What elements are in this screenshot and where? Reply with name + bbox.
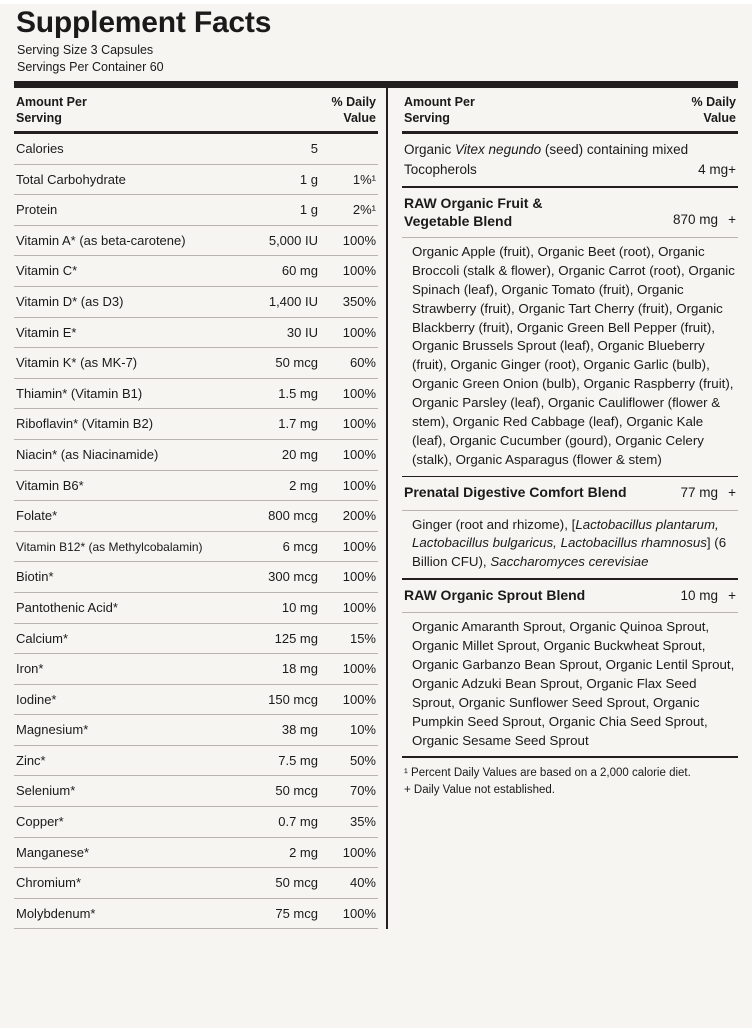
nutrient-name: Vitamin B12* (as Methylcobalamin)	[16, 539, 203, 554]
nutrient-name: Magnesium*	[16, 722, 89, 738]
nutrient-name: Molybdenum*	[16, 905, 96, 921]
nutrient-name: Riboflavin* (Vitamin B2)	[16, 416, 154, 432]
right-amount-header-line2: Serving	[404, 111, 450, 125]
servings-per-container: Servings Per Container 60	[17, 59, 164, 74]
right-column	[386, 88, 738, 929]
left-dv-header-line2: Value	[343, 111, 376, 125]
right-dv-header-line2: Value	[703, 111, 736, 125]
page-title: Supplement Facts	[16, 6, 272, 39]
nutrient-amount: 150 mcg	[268, 691, 318, 707]
nutrient-name: Calcium*	[16, 630, 69, 646]
left-amount-header-line2: Serving	[16, 111, 62, 125]
nutrient-dv: 15%	[349, 630, 376, 646]
vitex-dv: +	[728, 161, 736, 177]
serving-size: Serving Size 3 Capsules	[17, 43, 154, 57]
nutrient-dv: 100%	[342, 416, 376, 432]
nutrient-dv: 350%	[342, 293, 376, 309]
digestive-ing-italic2: Saccharomyces cerevisiae	[490, 554, 649, 570]
footnote-2: + Daily Value not established.	[404, 783, 555, 796]
nutrient-dv: 70%	[349, 783, 376, 799]
table-row	[14, 471, 378, 501]
nutrient-name: Vitamin B6*	[16, 477, 84, 493]
nutrient-amount: 6 mcg	[282, 538, 318, 554]
digestive-ingredients	[402, 511, 738, 579]
table-row	[14, 256, 378, 286]
left-column	[14, 88, 386, 929]
nutrient-amount: 18 mg	[281, 661, 318, 677]
nutrient-dv: 40%	[349, 875, 376, 891]
nutrient-name: Biotin*	[16, 569, 54, 585]
nutrient-name: Zinc*	[16, 752, 46, 768]
digestive-ing-pre: Ginger (root and rhizome), [	[412, 516, 576, 532]
nutrient-amount: 1.5 mg	[278, 385, 318, 401]
nutrient-amount: 1.7 mg	[278, 416, 318, 432]
nutrient-name: Manganese*	[16, 844, 89, 860]
nutrient-name: Iodine*	[16, 691, 57, 707]
nutrient-dv: 2%¹	[352, 202, 376, 218]
nutrient-amount: 1 g	[299, 171, 318, 187]
nutrient-name: Pantothenic Acid*	[16, 599, 118, 615]
nutrient-dv: 60%	[349, 355, 376, 371]
left-amount-header-line1: Amount Per	[16, 95, 87, 109]
fruit-veg-title-line2: Vegetable Blend	[404, 212, 513, 229]
table-row	[14, 165, 378, 195]
right-amount-header-line1: Amount Per	[404, 95, 475, 109]
footnotes	[402, 758, 738, 798]
nutrient-dv: 100%	[342, 477, 376, 493]
table-row	[14, 379, 378, 409]
table-row	[14, 654, 378, 684]
nutrient-dv: 200%	[342, 508, 376, 524]
sprout-ingredients: Organic Amaranth Sprout, Organic Quinoa Sprout, Organic Millet Sprout, Organic Buckwheat Sprout, Organic Garbanzo Bean Sprout, Organic Lentil Sprout, Organic Adzuki Bean Sprout, Organic Flax Seed Sprout, Organic Sunflower Seed Sprout, Organic Pumpkin Seed Sprout, Organic Chia Seed Sprout, Organic Sesame Seed Sprout	[412, 619, 735, 748]
nutrient-dv: 100%	[342, 446, 376, 462]
vitex-text-italic: Vitex negundo	[455, 142, 542, 157]
table-row	[14, 715, 378, 745]
sprout-title: RAW Organic Sprout Blend	[404, 586, 586, 603]
nutrient-amount: 75 mcg	[275, 905, 318, 921]
nutrient-name: Thiamin* (Vitamin B1)	[16, 385, 143, 401]
nutrient-name: Selenium*	[16, 783, 76, 799]
nutrient-name: Vitamin A* (as beta-carotene)	[16, 232, 186, 248]
nutrient-name: Chromium*	[16, 875, 82, 891]
digestive-amount: 77 mg	[680, 485, 718, 500]
nutrient-name: Vitamin C*	[16, 263, 78, 279]
nutrient-name: Vitamin E*	[16, 324, 77, 340]
sprout-blend-header	[402, 580, 738, 613]
nutrient-amount: 10 mg	[281, 599, 318, 615]
table-row	[14, 287, 378, 317]
nutrient-amount: 5	[310, 141, 318, 156]
table-row	[14, 868, 378, 898]
header-divider	[14, 81, 738, 88]
nutrient-amount: 30 IU	[286, 324, 318, 340]
vitex-block	[402, 134, 738, 186]
nutrient-name: Calories	[16, 141, 64, 156]
fruit-veg-amount: 870 mg	[672, 212, 718, 228]
nutrient-amount: 50 mcg	[275, 355, 318, 371]
nutrient-amount: 50 mcg	[275, 783, 318, 799]
nutrient-dv: 50%	[349, 752, 376, 768]
nutrient-amount: 50 mcg	[275, 875, 318, 891]
fruit-veg-title-line1: RAW Organic Fruit &	[404, 194, 543, 211]
nutrient-amount: 5,000 IU	[268, 232, 318, 248]
table-row	[14, 532, 378, 562]
table-row	[14, 562, 378, 592]
row-divider	[14, 928, 378, 929]
table-row	[14, 838, 378, 868]
table-row	[14, 318, 378, 348]
fruit-veg-ingredients: Organic Apple (fruit), Organic Beet (root), Organic Broccoli (stalk & flower), Organic Carrot (root), Organic Spinach (leaf), Organic Tomato (fruit), Organic Strawberry (fruit), Organic Tart Cherry (fruit), Organic Blackberry (fruit), Organic Green Bell Pepper (fruit), Organic Brussels Sprout (leaf), Organic Blueberry (fruit), Organic Ginger (root), Organic Garlic (bulb), Organic Green Onion (bulb), Organic Raspberry (fruit), Organic Parsley (leaf), Organic Cauliflower (flower & stem), Organic Red Cabbage (leaf), Organic Kale (leaf), Organic Cucumber (gourd), Organic Celery (stalk), Organic Asparagus (flower & stem)	[412, 244, 735, 467]
table-row	[14, 899, 378, 929]
nutrient-dv: 100%	[342, 905, 376, 921]
nutrient-amount: 60 mg	[281, 263, 318, 279]
nutrient-name: Vitamin D* (as D3)	[16, 293, 124, 309]
nutrient-name: Folate*	[16, 508, 58, 524]
nutrient-dv: 1%¹	[352, 171, 376, 187]
digestive-title: Prenatal Digestive Comfort Blend	[404, 484, 627, 500]
nutrient-amount: 2 mg	[289, 844, 318, 860]
vitex-amount: 4 mg	[698, 161, 729, 177]
left-table-header	[14, 88, 378, 131]
nutrient-dv: 100%	[342, 263, 376, 279]
nutrient-name: Copper*	[16, 814, 64, 830]
table-row	[14, 776, 378, 806]
digestive-ing-mid: ] (6 Billion CFU),	[412, 535, 727, 570]
nutrient-amount: 300 mcg	[268, 569, 318, 585]
table-row	[14, 440, 378, 470]
nutrient-amount: 7.5 mg	[278, 752, 318, 768]
table-row	[14, 134, 378, 164]
nutrient-dv: 100%	[342, 844, 376, 860]
nutrient-name: Iron*	[16, 661, 44, 677]
table-row	[14, 624, 378, 654]
nutrient-dv: 10%	[349, 722, 376, 738]
nutrient-dv: 100%	[342, 385, 376, 401]
digestive-dv: +	[728, 485, 736, 500]
right-dv-header-line1: % Daily	[691, 95, 736, 109]
table-row	[14, 593, 378, 623]
table-row	[14, 195, 378, 225]
table-row	[14, 807, 378, 837]
nutrient-amount: 1,400 IU	[268, 293, 318, 309]
nutrient-name: Protein	[16, 202, 58, 218]
nutrition-columns	[14, 88, 738, 929]
nutrient-amount: 38 mg	[281, 722, 318, 738]
right-table-header	[402, 88, 738, 131]
nutrient-dv: 100%	[342, 324, 376, 340]
nutrient-dv: 100%	[342, 538, 376, 554]
nutrient-dv: 100%	[342, 599, 376, 615]
nutrient-amount: 0.7 mg	[278, 814, 318, 830]
nutrient-dv: 100%	[342, 232, 376, 248]
nutrient-amount: 20 mg	[281, 446, 318, 462]
nutrient-name: Niacin* (as Niacinamide)	[16, 446, 159, 462]
nutrient-dv: 35%	[349, 814, 376, 830]
vitex-text-pre: Organic	[404, 142, 456, 157]
nutrient-amount: 125 mg	[274, 630, 318, 646]
nutrient-dv: 100%	[342, 569, 376, 585]
digestive-blend-header	[402, 477, 738, 510]
table-row	[14, 226, 378, 256]
nutrient-amount: 800 mcg	[268, 508, 318, 524]
sprout-dv: +	[728, 587, 736, 603]
left-dv-header-line1: % Daily	[331, 95, 376, 109]
nutrient-amount: 2 mg	[289, 477, 318, 493]
vitex-text-post: (seed) containing mixed Tocopherols	[404, 142, 689, 177]
nutrient-dv: 100%	[342, 661, 376, 677]
sprout-amount: 10 mg	[680, 587, 718, 603]
table-row	[14, 501, 378, 531]
fruit-veg-blend-header	[402, 188, 738, 237]
table-row	[14, 409, 378, 439]
nutrient-name: Vitamin K* (as MK-7)	[16, 355, 138, 371]
footnote-1: ¹ Percent Daily Values are based on a 2,000 calorie diet.	[404, 766, 691, 779]
table-row	[14, 746, 378, 776]
nutrient-amount: 1 g	[299, 202, 318, 218]
table-row	[14, 685, 378, 715]
digestive-ing-italic1: Lactobacillus plantarum, Lactobacillus bulgaricus, Lactobacillus rhamnosus	[412, 516, 719, 551]
supplement-facts-panel	[0, 4, 752, 1028]
fruit-veg-dv: +	[728, 212, 736, 228]
table-row	[14, 348, 378, 378]
nutrient-name: Total Carbohydrate	[16, 171, 126, 187]
nutrient-dv: 100%	[342, 691, 376, 707]
